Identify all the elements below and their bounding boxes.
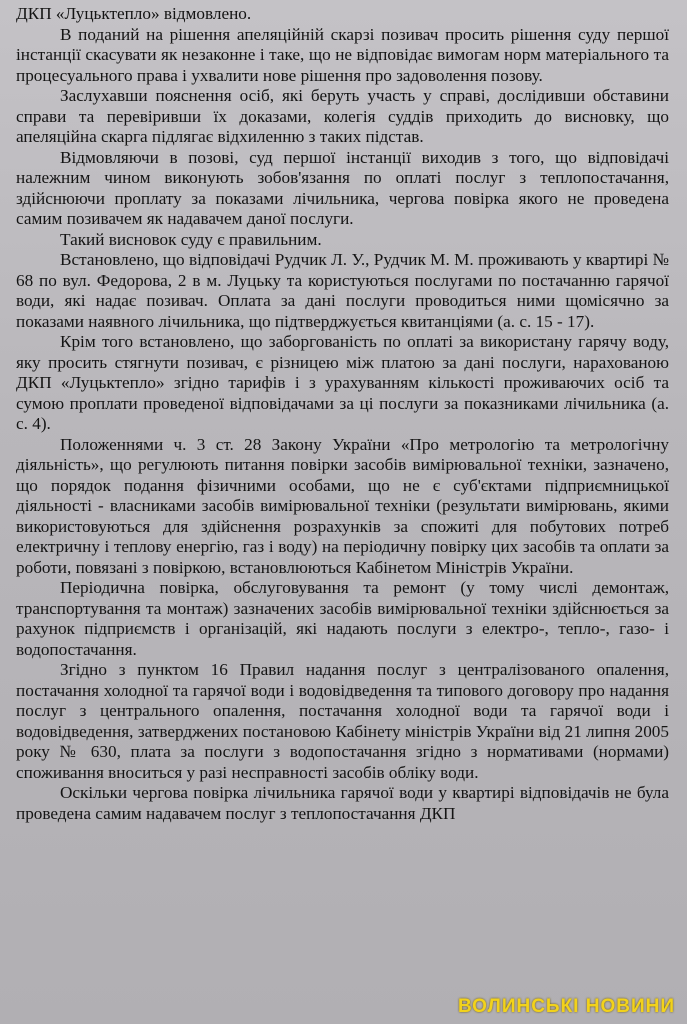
paragraph-1: ДКП «Луцьктепло» відмовлено.: [16, 4, 252, 23]
paragraph-11: Оскільки чергова повірка лічильника гарячої води у квартирі відповідачів не була проведена самим надавачем послуг з теплопостачання ДКП: [16, 783, 669, 823]
paragraph-7: Крім того встановлено, що заборгованість по оплаті за використану гарячу воду, яку просить стягнути позивач, є різницею між платою за дані послуги, нарахованою ДКП «Луцьктепло» згідно тарифів і з урахуванням кількості проживаючих осіб та сумою проплати проведеної відповідачами за ці послуги за показниками лічильника (а. с. 4).: [16, 332, 669, 433]
paragraph-4: Відмовляючи в позові, суд першої інстанції виходив з того, що відповідачі належним чином виконують зобов'язання по оплаті послуг з теплопостачання, здійснюючи проплату за показами лічильника, чергова повірка якого не проведена самим позивачем як надавачем даної послуги.: [16, 147, 669, 228]
paragraph-10: Згідно з пунктом 16 Правил надання послуг з централізованого опалення, постачання холодної та гарячої води і водовідведення та типового договору про надання послуг з центрального опалення, постачання холодної води та гарячої води і водовідведення, затверджених постановою Кабінету міністрів України від 21 липня 2005 року № 630, плата за послуги з водопостачання згідно з нормативами (нормами) споживання вноситься у разі несправності засобів обліку води.: [16, 660, 669, 782]
paragraph-2: В поданий на рішення апеляційній скарзі позивач просить рішення суду першої інстанції скасувати як незаконне і таке, що не відповідає вимогам норм матеріального та процесуального права і ухвалити нове рішення про задоволення позову.: [16, 24, 669, 85]
paragraph-6: Встановлено, що відповідачі Рудчик Л. У., Рудчик М. М. проживають у квартирі № 68 по вул. Федорова, 2 в м. Луцьку та користуються послугами по постачанню гарячої води, які надає позивач. Оплата за дані послуги проводиться ними щомісячно за показами наявного лічильника, що підтверджується квитанціями (а. с. 15 - 17).: [16, 250, 669, 331]
paragraph-9: Періодична повірка, обслуговування та ремонт (у тому числі демонтаж, транспортування та монтаж) зазначених засобів вимірювальної техніки здійснюється за рахунок підприємств і організацій, які надають послуги з електро-, тепло-, газо- і водопостачання.: [16, 578, 669, 659]
paragraph-8: Положеннями ч. 3 ст. 28 Закону України «Про метрологію та метрологічну діяльність», що регулюють питання повірки засобів вимірювальної техніки, зазначено, що порядок подання фізичними особами, що не є суб'єктами підприємницької діяльності - власниками засобів вимірювальної техніки (результати вимірювань, якими використовуються для здійснення розрахунків за спожиті для побутових потреб електричну і теплову енергію, газ і воду) на періодичну повірку цих засобів та оплати за роботи, повязані з повіркою, встановлюються Кабінетом Міністрів України.: [16, 434, 669, 577]
news-watermark-logo: ВОЛИНСЬКІ НОВИНИ: [457, 996, 675, 1017]
paragraph-5: Такий висновок суду є правильним.: [60, 229, 322, 249]
paragraph-3: Заслухавши пояснення осіб, які беруть участь у справі, дослідивши обставини справи та перевіривши їх доказами, колегія суддів приходить до висновку, що апеляційна скарга підлягає відхиленню з таких підстав.: [16, 86, 669, 146]
